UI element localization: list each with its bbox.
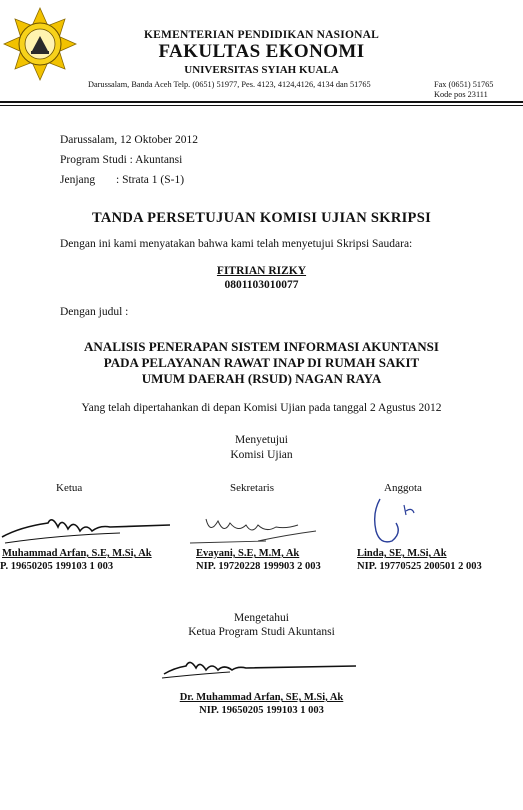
thesis-title-line: ANALISIS PENERAPAN SISTEM INFORMASI AKUNTANSI bbox=[84, 339, 439, 354]
nip-sekretaris: NIP. 19720228 199903 2 003 bbox=[196, 561, 321, 572]
signature-head-icon bbox=[160, 650, 360, 686]
document-title: TANDA PERSETUJUAN KOMISI UJIAN SKRIPSI bbox=[91, 210, 432, 226]
university-name: UNIVERSITAS SYIAH KUALA bbox=[184, 64, 339, 76]
intro-text: Dengan ini kami menyatakan bahwa kami telah menyetujui Skripsi Saudara: bbox=[60, 238, 413, 250]
student-name: FITRIAN RIZKY bbox=[216, 265, 307, 277]
faculty-name: FAKULTAS EKONOMI bbox=[158, 41, 365, 62]
defended-text: Yang telah dipertahankan di depan Komisi Ujian pada tanggal 2 Agustus 2012 bbox=[81, 402, 442, 414]
level-label: Jenjang bbox=[60, 174, 96, 186]
signature-sekretaris-icon bbox=[186, 505, 326, 550]
student-id: 0801103010077 bbox=[224, 279, 299, 291]
date-line: Darussalam, 12 Oktober 2012 bbox=[60, 134, 198, 146]
name-ketua: Muhammad Arfan, S.E, M.Si, Ak bbox=[2, 548, 152, 559]
name-sekretaris: Evayani, S.E, M.M, Ak bbox=[196, 548, 300, 559]
nip-anggota: NIP. 19770525 200501 2 003 bbox=[357, 561, 482, 572]
nip-ketua: P. 19650205 199103 1 003 bbox=[0, 561, 114, 572]
role-sekretaris: Sekretaris bbox=[230, 482, 274, 494]
header-rule-thin bbox=[0, 105, 523, 106]
postal-line: Kode pos 23111 bbox=[434, 90, 488, 99]
program-line: Program Studi : Akuntansi bbox=[60, 154, 183, 166]
acknowledge-line-1: Mengetahui bbox=[234, 612, 289, 624]
head-name: Dr. Muhammad Arfan, SE, M.Si, Ak bbox=[179, 692, 344, 703]
judul-label: Dengan judul : bbox=[60, 306, 129, 318]
thesis-title-line: PADA PELAYANAN RAWAT INAP DI RUMAH SAKIT bbox=[103, 355, 420, 370]
ministry-name: KEMENTERIAN PENDIDIKAN NASIONAL bbox=[144, 29, 379, 41]
header-rule-thick bbox=[0, 101, 523, 103]
fax-block bbox=[434, 80, 493, 100]
role-anggota: Anggota bbox=[384, 482, 422, 494]
address-line: Darussalam, Banda Aceh Telp. (0651) 51977, Pes. 4123, 4124,4126, 4134 dan 51765 bbox=[88, 80, 371, 89]
signature-anggota-icon bbox=[366, 493, 426, 553]
approval-line-1: Menyetujui bbox=[234, 434, 289, 446]
level-value: : Strata 1 (S-1) bbox=[116, 174, 185, 186]
approval-line-2: Komisi Ujian bbox=[230, 449, 293, 461]
name-anggota: Linda, SE, M.Si, Ak bbox=[357, 548, 447, 559]
signature-ketua-icon bbox=[0, 505, 175, 550]
fax-line: Fax (0651) 51765 bbox=[434, 80, 494, 89]
thesis-title bbox=[0, 339, 523, 387]
head-nip: NIP. 19650205 199103 1 003 bbox=[199, 705, 324, 716]
thesis-title-line: UMUM DAERAH (RSUD) NAGAN RAYA bbox=[141, 371, 382, 386]
acknowledge-line-2: Ketua Program Studi Akuntansi bbox=[188, 626, 335, 638]
role-ketua: Ketua bbox=[56, 482, 83, 494]
